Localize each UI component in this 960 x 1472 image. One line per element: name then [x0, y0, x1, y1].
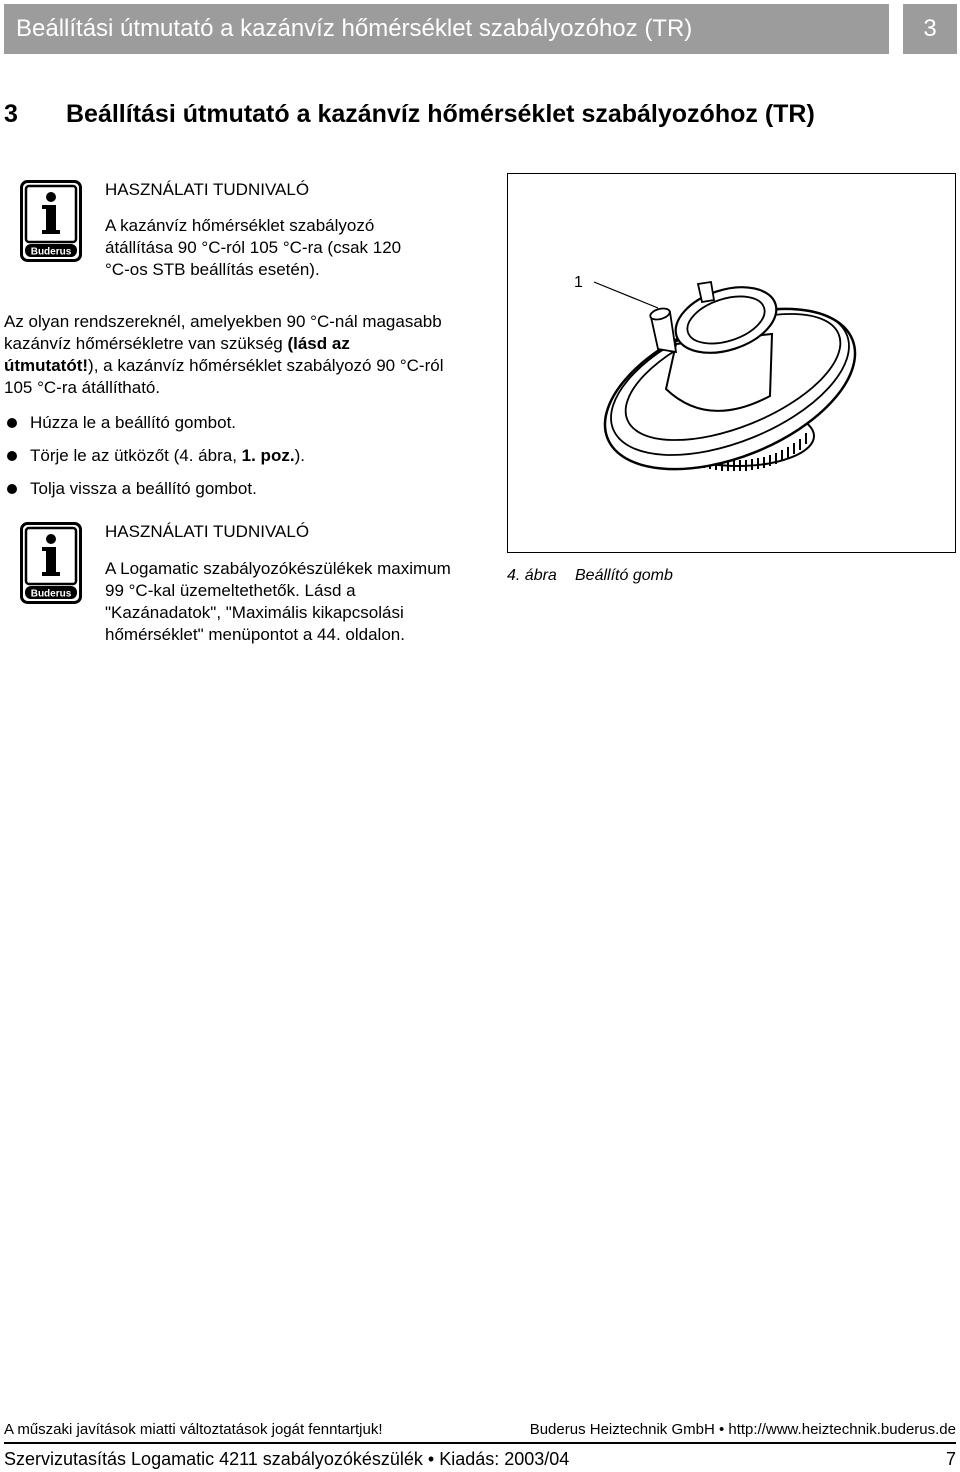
- footer-company: Buderus Heiztechnik GmbH • http://www.heiztechnik.buderus.de: [529, 1421, 956, 1438]
- step-text: Törje le az ütközőt (4. ábra,: [30, 446, 242, 465]
- running-header-title: Beállítási útmutató a kazánvíz hőmérséklet szabályozóhoz (TR): [4, 4, 889, 54]
- callout-label: 1: [574, 274, 583, 291]
- step-text: ).: [294, 446, 305, 465]
- list-item: [4, 445, 305, 478]
- notice-text: A kazánvíz hőmérséklet szabályozó átállítása 90 °C-ról 105 °C-ra (csak 120 °C-os STB beállítás esetén).: [105, 216, 402, 279]
- section-title-text: Beállítási útmutató a kazánvíz hőmérséklet szabályozóhoz (TR): [66, 100, 815, 128]
- notice-heading: HASZNÁLATI TUDNIVALÓ: [105, 180, 310, 199]
- instruction-steps: [4, 412, 305, 511]
- body-paragraph: [4, 311, 444, 399]
- buderus-logo-text: Buderus: [30, 246, 72, 258]
- info-icon: [20, 522, 82, 604]
- page-number: 7: [945, 1449, 956, 1469]
- bullet-icon: [7, 484, 17, 494]
- section-number: 3: [4, 100, 18, 128]
- body-text-part: ), a kazánvíz hőmérséklet szabályozó 90 °C-ról 105 °C-ra átállítható.: [4, 356, 444, 397]
- buderus-logo-text: Buderus: [30, 588, 72, 600]
- figure-number: 4. ábra: [507, 567, 557, 584]
- step-text: Húzza le a beállító gombot.: [30, 413, 237, 432]
- notice-heading: HASZNÁLATI TUDNIVALÓ: [105, 522, 310, 541]
- step-bold-position: 1. poz.: [241, 446, 295, 465]
- info-icon: [20, 180, 82, 262]
- figure-caption: [507, 567, 673, 585]
- figure-title: Beállító gomb: [575, 567, 673, 584]
- body-text-part: Az olyan rendszereknél, amelyekben 90 °C-nál magasabb kazánvíz hőmérsékletre van szükség: [4, 312, 442, 353]
- figure-adjustment-knob: [507, 173, 956, 553]
- footer-divider: [4, 1442, 956, 1444]
- chapter-number-tab: 3: [903, 4, 957, 54]
- list-item: [4, 412, 305, 445]
- list-item: [4, 478, 305, 511]
- bullet-icon: [7, 418, 17, 428]
- adjustment-knob-illustration: [508, 174, 955, 552]
- footer-document-title: Szervizutasítás Logamatic 4211 szabályozókészülék • Kiadás: 2003/04: [4, 1449, 570, 1469]
- section-heading: [4, 100, 815, 129]
- footer-disclaimer: A műszaki javítások miatti változtatások jogát fenntartjuk!: [4, 1421, 383, 1438]
- step-text: Tolja vissza a beállító gombot.: [30, 479, 257, 498]
- notice-text: A Logamatic szabályozókészülékek maximum 99 °C-kal üzemeltethetők. Lásd a "Kazánadatok", "Maximális kikapcsolási hőmérséklet" menüpontot a 44. oldalon.: [105, 559, 451, 644]
- body-bold-reference: (lásd az útmutatót!: [4, 334, 350, 375]
- bullet-icon: [7, 451, 17, 461]
